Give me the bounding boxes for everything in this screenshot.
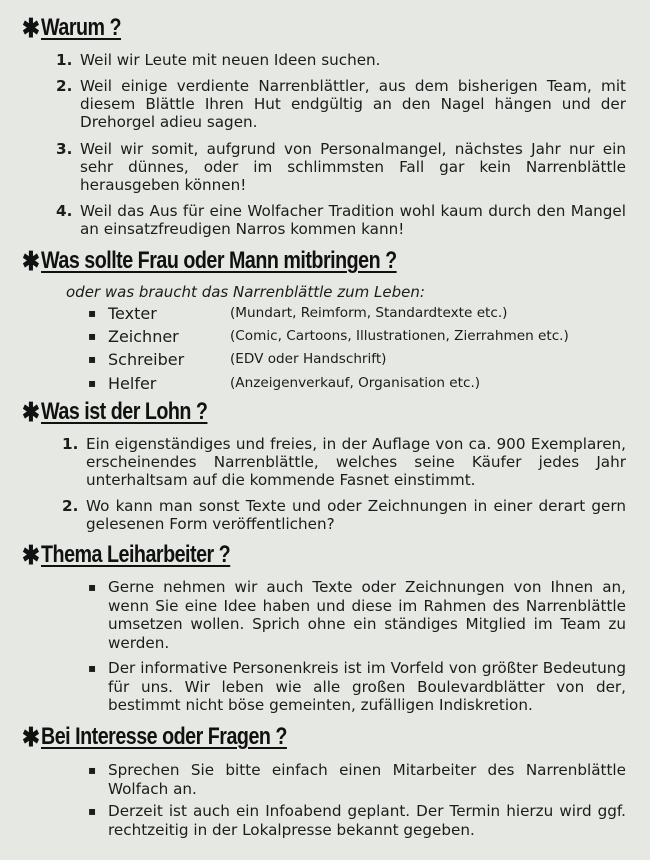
square-bullet-icon: ▪	[88, 352, 97, 366]
square-bullet-icon: ▪	[88, 661, 97, 675]
list-item: ▪ Helfer (Anzeigenverkauf, Organisation etc.)	[88, 373, 481, 393]
square-bullet-icon: ▪	[88, 329, 97, 343]
asterisk-star-icon: ✱	[22, 13, 40, 43]
square-bullet-icon: ▪	[88, 376, 97, 390]
list-item: ▪ Gerne nehmen wir auch Texte oder Zeichnungen von Ihnen an, wenn Sie eine Idee haben und diese im Rahmen des Narrenblättle umsetzen wollen. Sprich ohne ein ständiges Mitglied im Team zu werden.	[88, 578, 626, 652]
square-bullet-icon: ▪	[88, 306, 97, 320]
list-item: ▪ Sprechen Sie bitte einfach einen Mitarbeiter des Narrenblättle Wolfach an.	[88, 761, 626, 798]
list-item: 1. Ein eigenständiges und freies, in der Auflage von ca. 900 Exemplaren, erscheinendes Narrenblättle, welches seine Käufer jedes Jahr unterhaltsam auf die kommende Fasnet einstimmt.	[62, 435, 626, 489]
square-bullet-icon: ▪	[88, 580, 97, 594]
heading-mitbringen: ✱ Was sollte Frau oder Mann mitbringen ?	[22, 246, 397, 276]
list-item: ▪ Zeichner (Comic, Cartoons, Illustrationen, Zierrahmen etc.)	[88, 326, 569, 346]
asterisk-star-icon: ✱	[22, 722, 40, 752]
subline: oder was braucht das Narrenblättle zum Leben:	[66, 283, 425, 301]
list-item: ▪ Derzeit ist auch ein Infoabend geplant. Der Termin hierzu wird ggf. rechtzeitig in der Lokalpresse bekannt gegeben.	[88, 802, 626, 839]
asterisk-star-icon: ✱	[22, 397, 40, 427]
list-item: 2. Weil einige verdiente Narrenblättler, aus dem bisherigen Team, mit diesem Blättle Ihren Hut endgültig an den Nagel hängen und der Drehorgel adieu sagen.	[56, 77, 626, 131]
list-item: ▪ Der informative Personenkreis ist im Vorfeld von größter Bedeutung für uns. Wir leben wie alle großen Boulevardblätter von der, bestimmt nicht böse gemeinten, zufälligen Indiskretion.	[88, 659, 626, 714]
list-item: ▪ Schreiber (EDV oder Handschrift)	[88, 349, 387, 369]
asterisk-star-icon: ✱	[22, 246, 40, 276]
list-item: 1. Weil wir Leute mit neuen Ideen suchen.	[56, 51, 381, 69]
list-item: 3. Weil wir somit, aufgrund von Personalmangel, nächstes Jahr nur ein sehr dünnes, oder im schlimmsten Fall gar kein Narrenblättle herausgeben können!	[56, 140, 626, 194]
list-item: ▪ Texter (Mundart, Reimform, Standardtexte etc.)	[88, 303, 508, 323]
heading-lohn: ✱ Was ist der Lohn ?	[22, 397, 208, 427]
heading-warum: ✱ Warum ?	[22, 13, 122, 43]
square-bullet-icon: ▪	[88, 804, 97, 818]
heading-leiharbeiter: ✱ Thema Leiharbeiter ?	[22, 540, 231, 570]
asterisk-star-icon: ✱	[22, 540, 40, 570]
square-bullet-icon: ▪	[88, 763, 97, 777]
list-item: 4. Weil das Aus für eine Wolfacher Tradition wohl kaum durch den Mangel an einsatzfreudigen Narros kommen kann!	[56, 202, 626, 238]
heading-interesse: ✱ Bei Interesse oder Fragen ?	[22, 722, 287, 752]
list-item: 2. Wo kann man sonst Texte und oder Zeichnungen in einer derart gern gelesenen Form veröffentlichen?	[62, 497, 626, 533]
